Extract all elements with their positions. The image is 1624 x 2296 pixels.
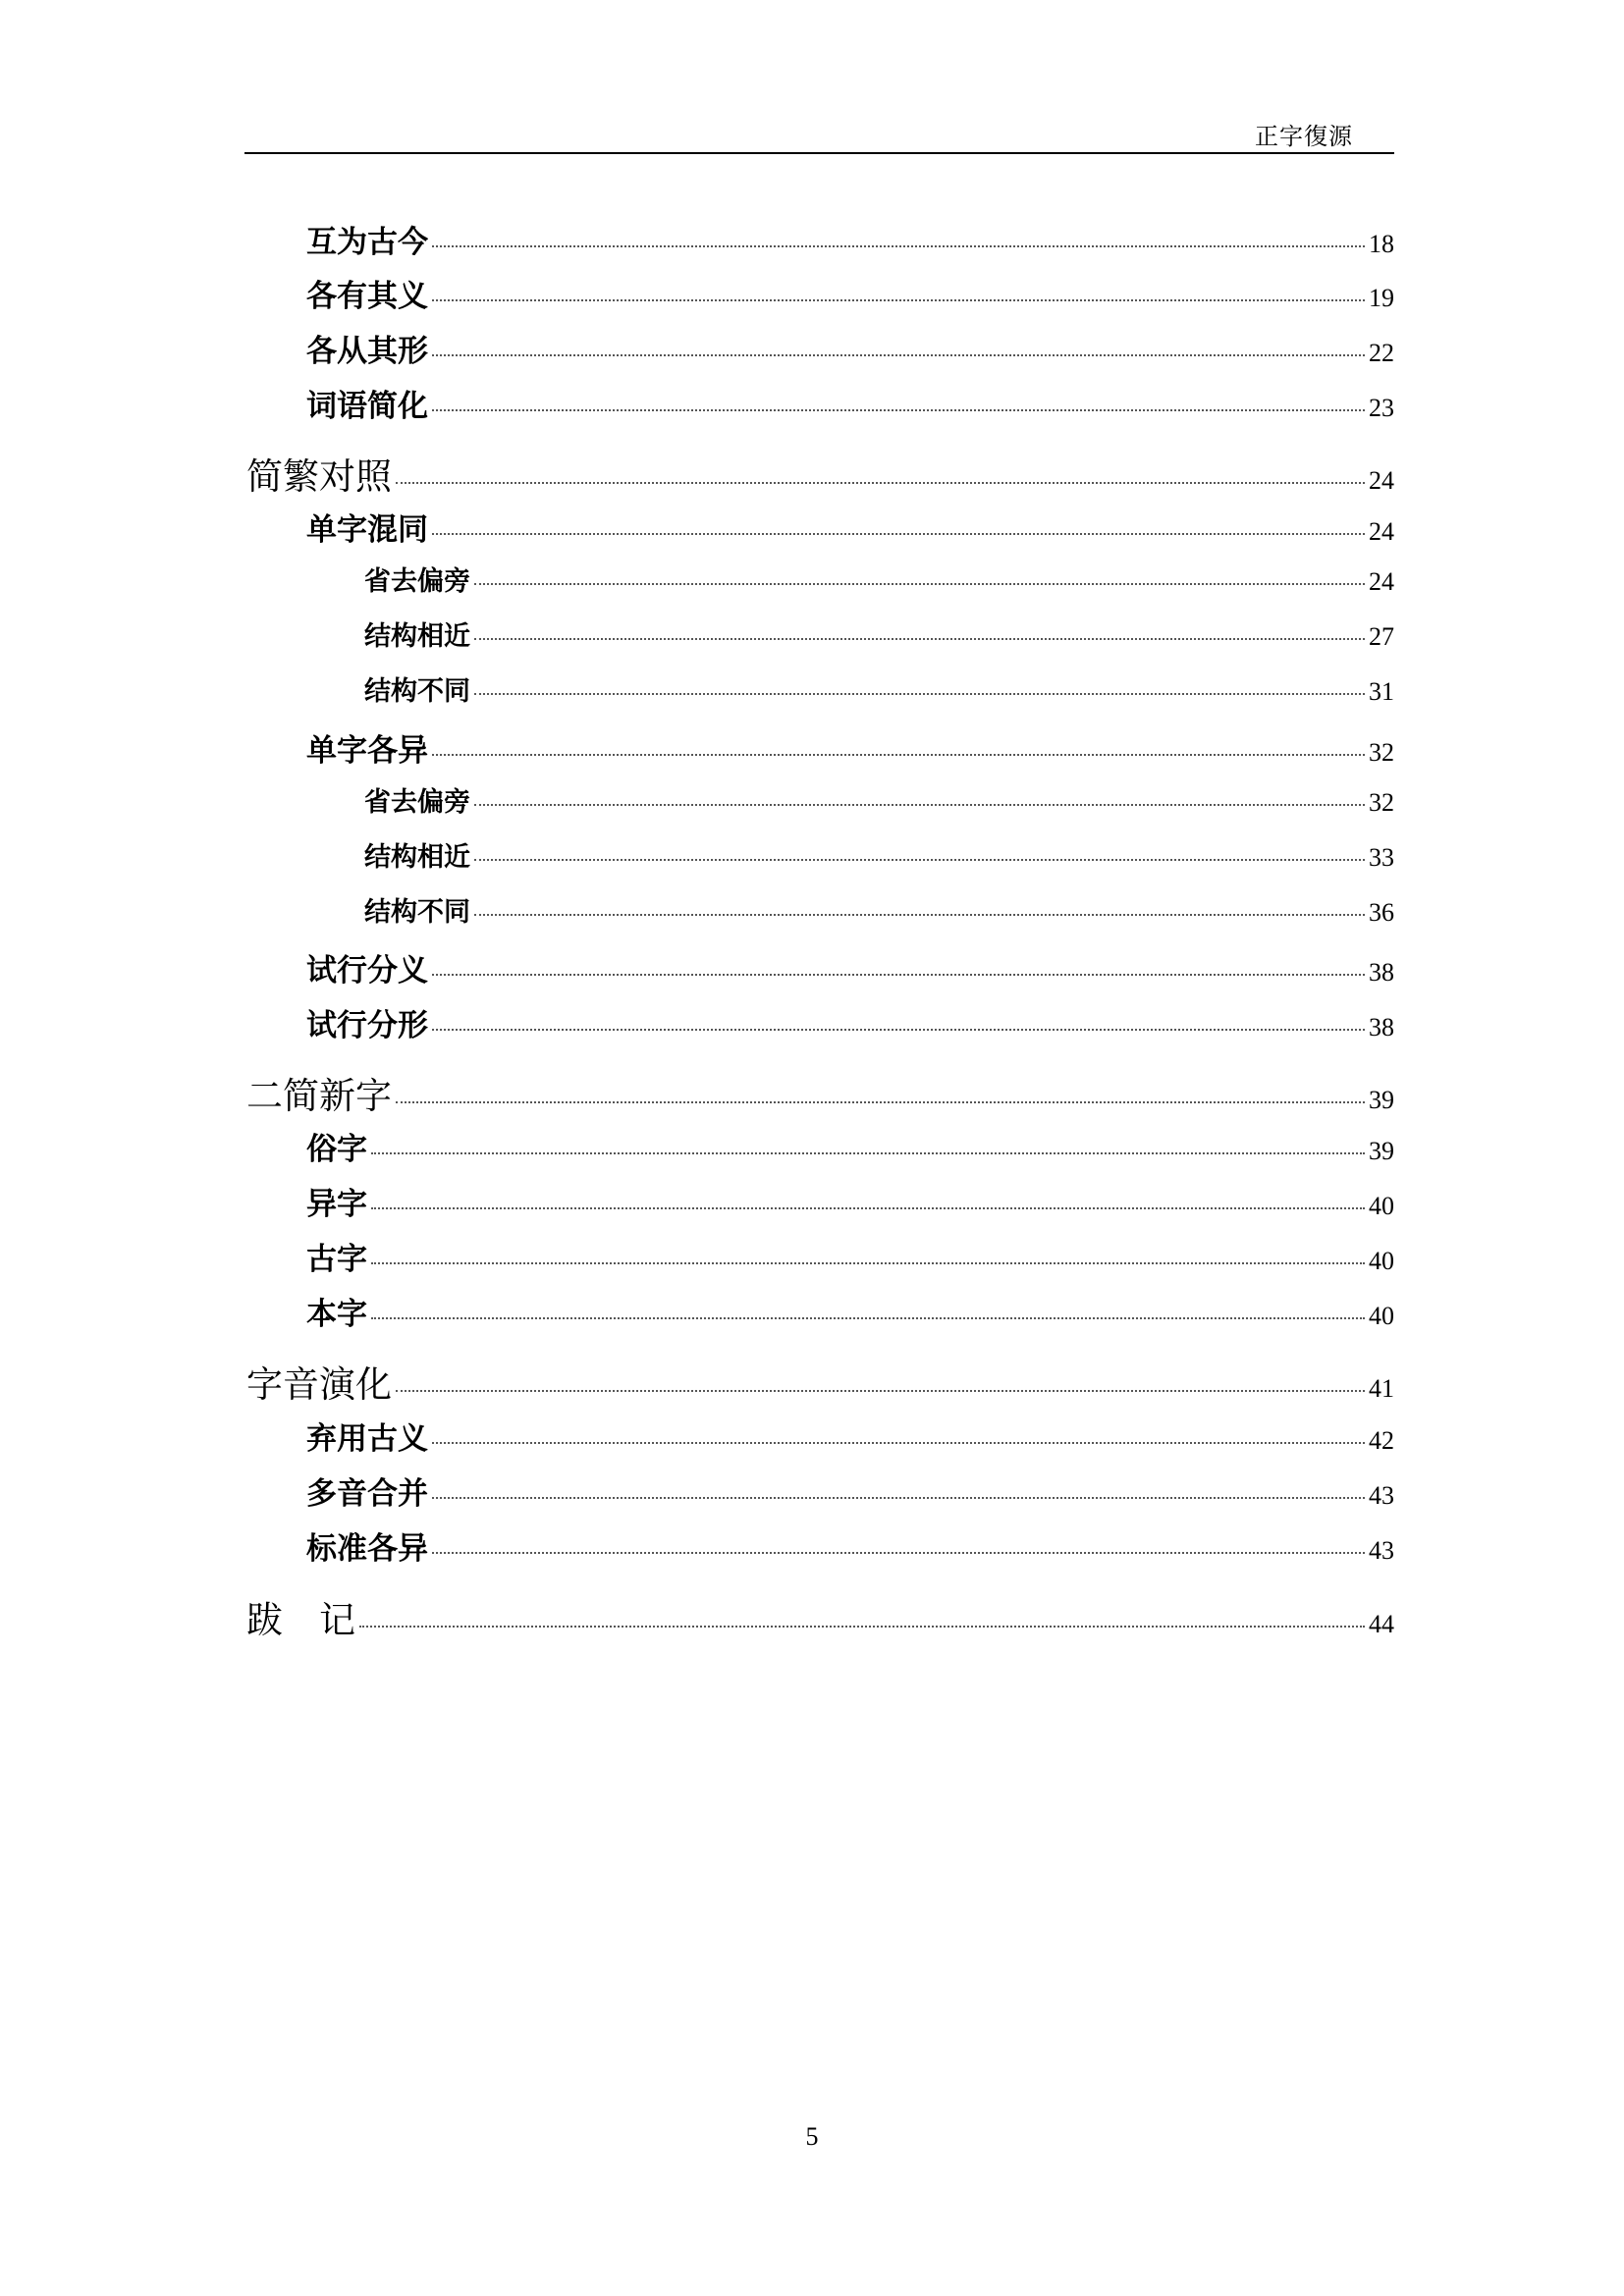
running-title: 正字復源 (1255, 123, 1353, 150)
toc-entry-page: 33 (1369, 843, 1394, 872)
dot-leader (432, 1552, 1365, 1554)
toc-entry-page: 41 (1369, 1374, 1394, 1403)
toc-entry[interactable] (306, 1179, 1394, 1223)
toc-entry[interactable] (306, 725, 1394, 770)
toc-entry[interactable] (364, 890, 1394, 929)
toc-entry-title: 字音演化 (246, 1363, 392, 1406)
toc-entry-title: 结构相近 (364, 621, 470, 652)
dot-leader (359, 1626, 1365, 1628)
toc-entry-title: 二简新字 (246, 1075, 392, 1117)
toc-entry-title: 词语简化 (306, 389, 428, 424)
toc-entry-title: 跋 记 (246, 1599, 355, 1641)
toc-entry[interactable] (364, 669, 1394, 708)
toc-entry-title: 省去偏旁 (364, 566, 470, 597)
dot-leader (396, 482, 1365, 484)
toc-entry[interactable] (306, 1289, 1394, 1333)
dot-leader (371, 1152, 1365, 1154)
toc-entry-title: 简繁对照 (246, 455, 392, 498)
toc-entry-page: 40 (1369, 1247, 1394, 1275)
dot-leader (432, 533, 1365, 535)
toc-entry-title: 本字 (306, 1297, 367, 1332)
dot-leader (432, 754, 1365, 756)
dot-leader (432, 409, 1365, 411)
toc-entry[interactable] (364, 614, 1394, 653)
dot-leader (474, 693, 1365, 695)
toc-entry-page: 24 (1369, 567, 1394, 596)
dot-leader (396, 1101, 1365, 1103)
toc-entry-page: 44 (1369, 1610, 1394, 1638)
dot-leader (371, 1262, 1365, 1264)
toc-entry[interactable] (364, 835, 1394, 874)
toc-entry-page: 24 (1369, 466, 1394, 495)
toc-entry-page: 32 (1369, 788, 1394, 817)
toc-entry-page: 22 (1369, 339, 1394, 367)
toc-entry[interactable] (306, 381, 1394, 425)
toc-entry-page: 40 (1369, 1302, 1394, 1330)
toc-entry-page: 24 (1369, 517, 1394, 546)
toc-entry[interactable] (306, 1234, 1394, 1278)
toc-entry-title: 多音合并 (306, 1476, 428, 1512)
toc-entry[interactable] (306, 1000, 1394, 1044)
toc-entry-page: 36 (1369, 898, 1394, 927)
dot-leader (474, 583, 1365, 585)
toc-entry-page: 40 (1369, 1192, 1394, 1220)
toc-entry[interactable] (306, 1468, 1394, 1513)
toc-entry-page: 43 (1369, 1481, 1394, 1510)
toc-entry-page: 23 (1369, 394, 1394, 422)
toc-entry-title: 互为古今 (306, 225, 428, 260)
dot-leader (432, 974, 1365, 976)
toc-entry-page: 38 (1369, 958, 1394, 987)
toc-entry[interactable] (246, 1066, 1394, 1119)
toc-entry-title: 省去偏旁 (364, 787, 470, 818)
dot-leader (432, 354, 1365, 356)
toc-entry[interactable] (246, 1590, 1394, 1643)
toc-entry[interactable] (306, 217, 1394, 261)
toc-entry-page: 31 (1369, 677, 1394, 706)
toc-entry-title: 试行分形 (306, 1008, 428, 1043)
toc-entry[interactable] (246, 447, 1394, 500)
toc-entry[interactable] (364, 560, 1394, 598)
toc-entry[interactable] (306, 1414, 1394, 1458)
toc-entry-page: 42 (1369, 1426, 1394, 1455)
dot-leader (474, 638, 1365, 640)
dot-leader (432, 299, 1365, 301)
dot-leader (396, 1390, 1365, 1392)
dot-leader (432, 245, 1365, 247)
page-number: 5 (805, 2122, 819, 2151)
toc-entry-page: 32 (1369, 738, 1394, 767)
dot-leader (432, 1029, 1365, 1031)
dot-leader (432, 1442, 1365, 1444)
toc-entry-title: 结构不同 (364, 676, 470, 707)
toc-entry[interactable] (246, 1355, 1394, 1408)
toc-entry-page: 27 (1369, 622, 1394, 651)
toc-entry-page: 18 (1369, 230, 1394, 258)
toc-entry-title: 各从其形 (306, 334, 428, 369)
toc-entry-title: 异字 (306, 1187, 367, 1222)
toc-entry[interactable] (306, 505, 1394, 549)
toc-entry[interactable] (306, 945, 1394, 989)
toc-entry-title: 单字各异 (306, 733, 428, 769)
toc-entry-title: 结构不同 (364, 897, 470, 928)
toc-entry-title: 古字 (306, 1242, 367, 1277)
toc-entry[interactable] (306, 1124, 1394, 1168)
toc-entry-title: 各有其义 (306, 279, 428, 314)
dot-leader (432, 1497, 1365, 1499)
toc-entry-page: 43 (1369, 1536, 1394, 1565)
toc-entry-page: 39 (1369, 1137, 1394, 1165)
toc-entry-page: 19 (1369, 284, 1394, 312)
toc-entry-title: 结构相近 (364, 842, 470, 873)
toc-entry-title: 标准各异 (306, 1531, 428, 1567)
toc-entry-page: 38 (1369, 1013, 1394, 1041)
dot-leader (371, 1317, 1365, 1319)
dot-leader (371, 1207, 1365, 1209)
toc-entry[interactable] (306, 326, 1394, 370)
toc-entry[interactable] (306, 1523, 1394, 1568)
dot-leader (474, 859, 1365, 861)
toc-entry-title: 俗字 (306, 1132, 367, 1167)
toc-entry-title: 单字混同 (306, 512, 428, 548)
dot-leader (474, 914, 1365, 916)
toc-entry-title: 试行分义 (306, 953, 428, 988)
toc-entry[interactable] (364, 780, 1394, 819)
dot-leader (474, 804, 1365, 806)
toc-entry[interactable] (306, 271, 1394, 315)
toc-entry-page: 39 (1369, 1086, 1394, 1114)
toc-entry-title: 弃用古义 (306, 1421, 428, 1457)
